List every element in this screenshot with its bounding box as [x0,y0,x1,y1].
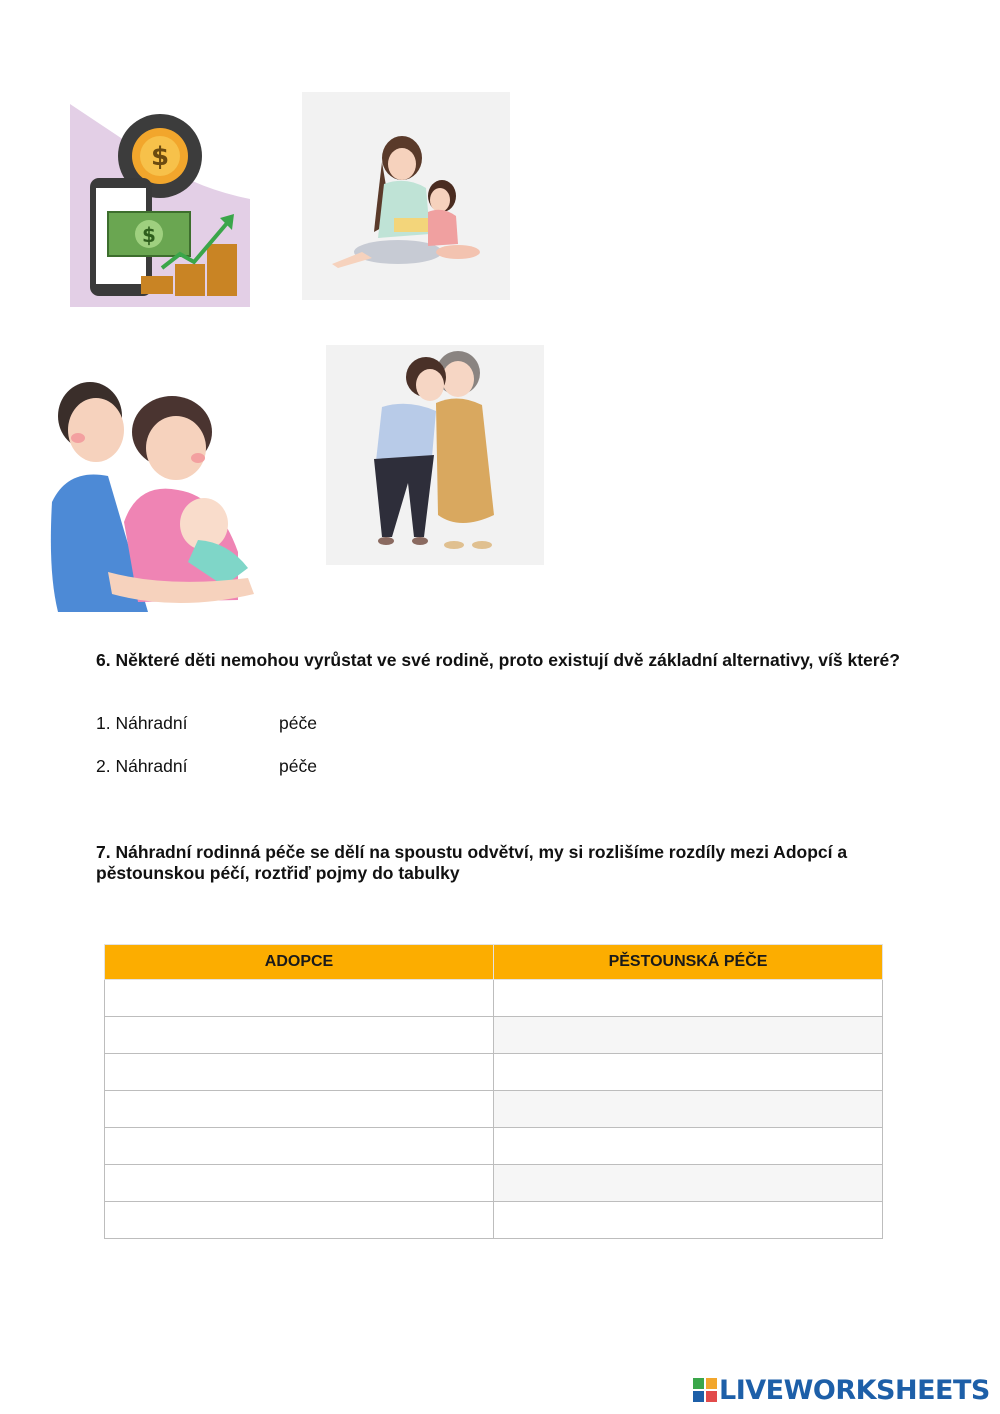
mother-reading-to-daughter-illustration [302,92,510,300]
drop-cell-adopce[interactable] [105,980,494,1017]
answer-2-label: 2. Náhradní [96,756,188,776]
drop-cell-pestounska[interactable] [494,1054,883,1091]
table-row [105,1054,883,1091]
table-row [105,1017,883,1054]
drop-cell-adopce[interactable] [105,1054,494,1091]
table-row [105,1128,883,1165]
answer-1-tail: péče [279,713,317,733]
sorting-table [104,944,883,1239]
drop-cell-pestounska[interactable] [494,1128,883,1165]
brand-name: LIVEWORKSHEETS [719,1374,990,1406]
drop-cell-pestounska[interactable] [494,980,883,1017]
drop-cell-adopce[interactable] [105,1017,494,1054]
liveworksheets-logo-icon [693,1378,717,1402]
liveworksheets-brand[interactable] [693,1374,990,1406]
drop-cell-adopce[interactable] [105,1165,494,1202]
table-header-row [105,945,883,980]
drop-cell-adopce[interactable] [105,1091,494,1128]
question-7-text: 7. Náhradní rodinná péče se dělí na spoustu odvětví, my si rozlišíme rozdíly mezi Adopcí a pěstounskou péčí, roztřiď pojmy do tabulky [96,842,848,883]
answer-line-1 [96,713,317,734]
svg-text:$: $ [150,142,170,172]
drop-cell-adopce[interactable] [105,1128,494,1165]
two-women-sitting-illustration [326,345,544,565]
drop-cell-pestounska[interactable] [494,1017,883,1054]
parents-holding-baby-illustration [48,372,270,614]
table-row [105,1165,883,1202]
money-growth-illustration [70,104,250,307]
svg-text:$: $ [142,223,156,247]
table-row [105,980,883,1017]
drop-cell-pestounska[interactable] [494,1091,883,1128]
answer-line-2 [96,756,317,777]
question-6-text: 6. Některé děti nemohou vyrůstat ve své rodině, proto existují dvě základní alternativy, víš které? [96,650,900,670]
header-pestounska-pece: PĚSTOUNSKÁ PÉČE [494,945,883,980]
header-adopce: ADOPCE [105,945,494,980]
answer-2-tail: péče [279,756,317,776]
table-row [105,1091,883,1128]
drop-cell-pestounska[interactable] [494,1165,883,1202]
table-row [105,1202,883,1239]
drop-cell-pestounska[interactable] [494,1202,883,1239]
answer-1-label: 1. Náhradní [96,713,188,733]
drop-cell-adopce[interactable] [105,1202,494,1239]
